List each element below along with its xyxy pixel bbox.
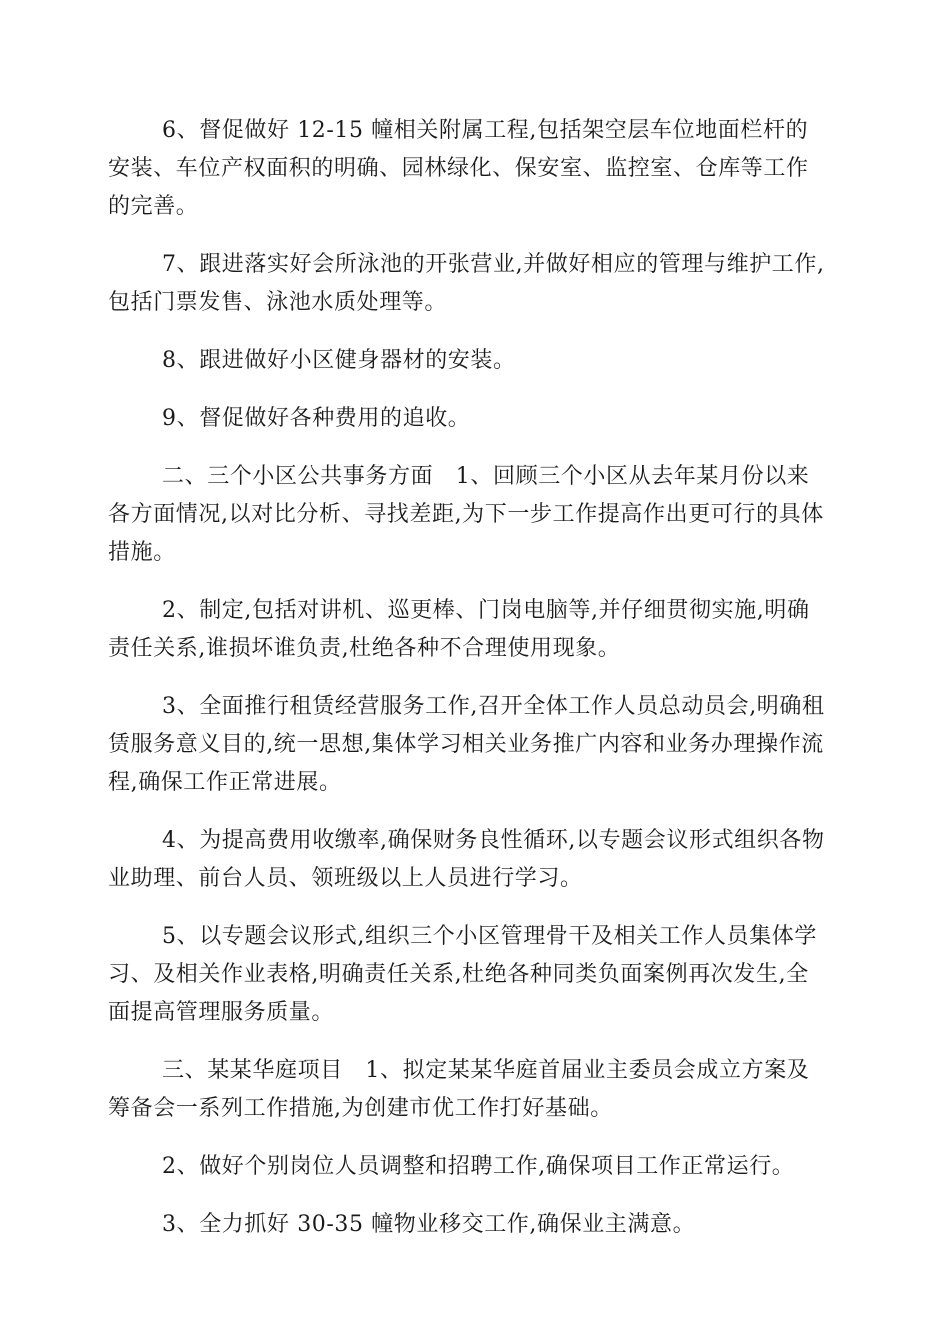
- paragraph-item-7: 7、跟进落实好会所泳池的开张营业,并做好相应的管理与维护工作,包括门票发售、泳池水质处理等。: [108, 252, 825, 315]
- paragraph-item-9: 9、督促做好各种费用的追收。: [162, 406, 471, 431]
- document-body: [108, 112, 830, 1264]
- section-two-item-2: 2、制定,包括对讲机、巡更棒、门岗电脑等,并仔细贯彻实施,明确责任关系,谁损坏谁负责,杜绝各种不合理使用现象。: [108, 598, 810, 661]
- section-two-heading-paragraph: 二、三个小区公共事务方面 1、回顾三个小区从去年某月份以来各方面情况,以对比分析、寻找差距,为下一步工作提高作出更可行的具体措施。: [108, 464, 824, 565]
- section-two-item-4: 4、为提高费用收缴率,确保财务良性循环,以专题会议形式组织各物业助理、前台人员、领班级以上人员进行学习。: [108, 828, 825, 891]
- section-two-item-3: 3、全面推行租赁经营服务工作,召开全体工作人员总动员会,明确租赁服务意义目的,统一思想,集体学习相关业务推广内容和业务办理操作流程,确保工作正常进展。: [108, 694, 825, 795]
- paragraph-item-6: 6、督促做好 12-15 幢相关附属工程,包括架空层车位地面栏杆的安装、车位产权面积的明确、园林绿化、保安室、监控室、仓库等工作的完善。: [108, 118, 809, 219]
- section-three-heading-paragraph: 三、某某华庭项目 1、拟定某某华庭首届业主委员会成立方案及筹备会一系列工作措施,为创建市优工作打好基础。: [108, 1058, 810, 1121]
- section-three-item-3: 3、全力抓好 30-35 幢物业移交工作,确保业主满意。: [162, 1212, 696, 1237]
- section-three-item-2: 2、做好个别岗位人员调整和招聘工作,确保项目工作正常运行。: [162, 1154, 795, 1179]
- paragraph-item-8: 8、跟进做好小区健身器材的安装。: [162, 348, 516, 373]
- section-two-item-5: 5、以专题会议形式,组织三个小区管理骨干及相关工作人员集体学习、及相关作业表格,明确责任关系,杜绝各种同类负面案例再次发生,全面提高管理服务质量。: [108, 924, 817, 1025]
